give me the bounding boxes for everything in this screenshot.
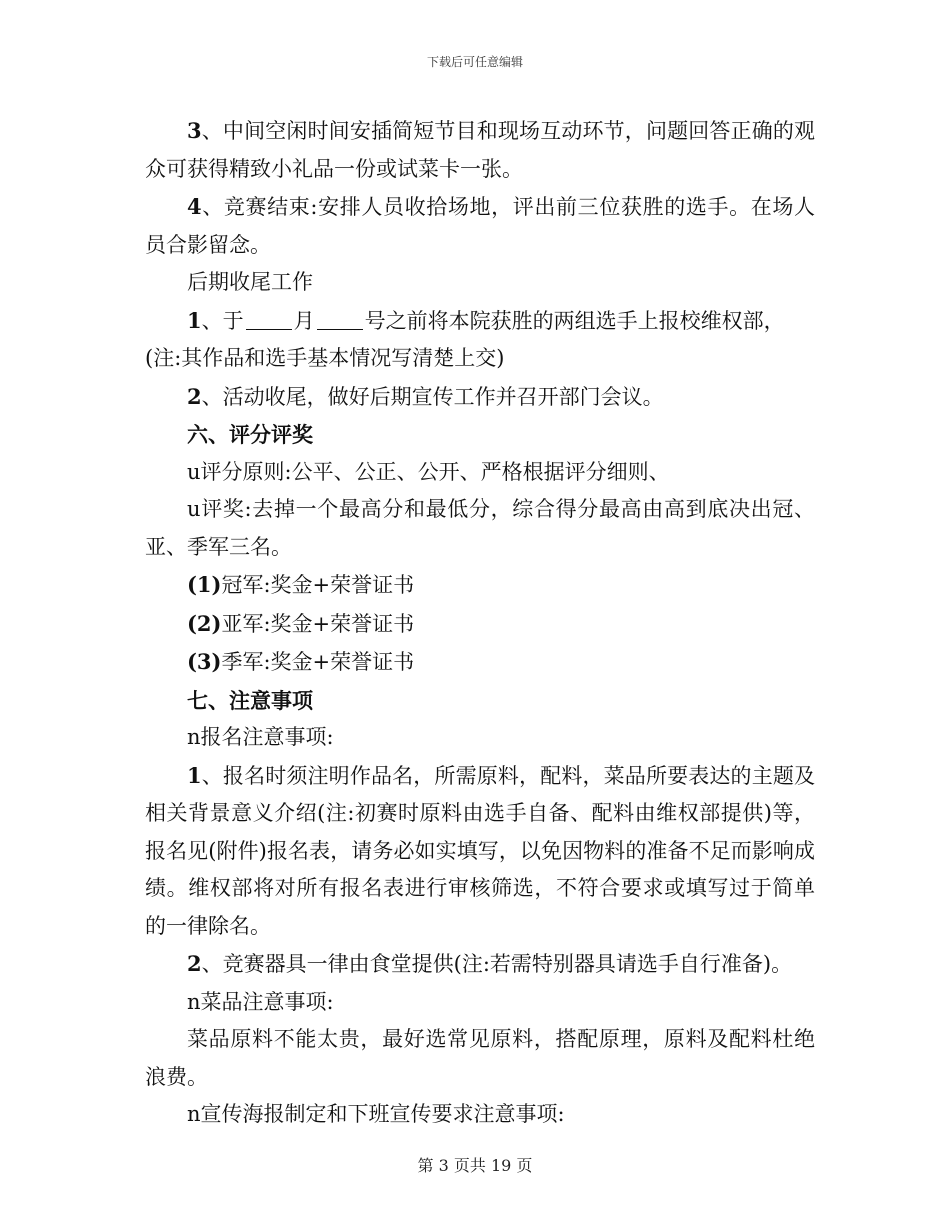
item-number: 3: [187, 118, 202, 143]
paragraph-text: 、竞赛结束:安排人员收拾场地，评出前三位获胜的选手。在场人员合影留念。: [145, 195, 815, 257]
document-body: [145, 112, 815, 1134]
paragraph-text: 、中间空闲时间安插简短节目和现场互动环节，问题回答正确的观众可获得精致小礼品一份或试菜卡一张。: [145, 119, 815, 181]
blank-field: [317, 311, 363, 330]
paragraph-scoring-principle: u评分原则:公平、公正、公开、严格根据评分细则、: [187, 459, 670, 484]
page-footer: 第 3 页共 19 页: [417, 1156, 533, 1175]
section-subtitle: 后期收尾工作: [187, 270, 313, 294]
section-heading-scoring: 六、评分评奖: [187, 422, 313, 447]
item-number: 2: [187, 383, 202, 409]
paragraph-text: 、活动收尾，做好后期宣传工作并召开部门会议。: [201, 384, 664, 409]
paragraph-registration-2: [145, 945, 815, 984]
item-number: (1): [187, 572, 222, 597]
subheading-registration: n报名注意事项:: [187, 725, 334, 749]
paragraph-item-4: [145, 188, 815, 264]
paragraph-item-3: [145, 112, 815, 188]
item-number: 1: [187, 762, 202, 788]
item-number: (2): [187, 610, 222, 636]
paragraph-dish: 菜品原料不能太贵，最好选常见原料，搭配原理，原料及配料杜绝浪费。: [145, 1027, 815, 1089]
award-item-champion: [145, 566, 815, 605]
paragraph-award-rule: u评奖:去掉一个最高分和最低分，综合得分最高由高到底决出冠、亚、季军三名。: [145, 497, 815, 559]
page-header: 下载后可任意编辑: [426, 55, 523, 69]
paragraph-text: 季军:奖金+荣誉证书: [221, 650, 415, 674]
subheading-poster: n宣传海报制定和下班宣传要求注意事项:: [187, 1102, 565, 1126]
paragraph-text: 、于: [201, 308, 244, 333]
paragraph-text: 、报名时须注明作品名，所需原料，配料，菜品所要表达的主题及相关背景意义介绍(注:初赛时原料由选手自备、配料由维权部提供)等，报名见(附件)报名表，请务必如实填写，以免因物料的准备不足而影响成绩。维权部将对所有报名表进行审核筛选，不符合要求或填写过于简单的一律除名。: [145, 763, 815, 938]
paragraph-text: 亚军:奖金+荣誉证书: [221, 611, 415, 636]
award-item-third: [145, 643, 815, 682]
paragraph-text: 、竞赛器具一律由食堂提供(注:若需特别器具请选手自行准备)。: [201, 952, 793, 976]
paragraph-registration-1: [145, 757, 815, 946]
section-heading-notes: 七、注意事项: [187, 687, 313, 713]
subheading-dish: n菜品注意事项:: [187, 989, 334, 1014]
paragraph-text: 号之前将本院获胜的两组选手上报校维权部，: [364, 308, 785, 333]
award-item-runner-up: [145, 605, 815, 644]
item-number: (3): [187, 649, 222, 674]
item-number: 4: [187, 194, 202, 219]
paragraph-text: 冠军:奖金+荣誉证书: [221, 573, 415, 597]
paragraph-item-2: [145, 378, 815, 417]
paragraph-note: (注:其作品和选手基本情况写清楚上交): [145, 346, 505, 370]
item-number: 1: [187, 307, 202, 333]
paragraph-text: 月: [293, 308, 315, 333]
item-number: 2: [187, 951, 202, 976]
blank-field: [246, 311, 292, 330]
paragraph-report-deadline: [145, 302, 815, 341]
